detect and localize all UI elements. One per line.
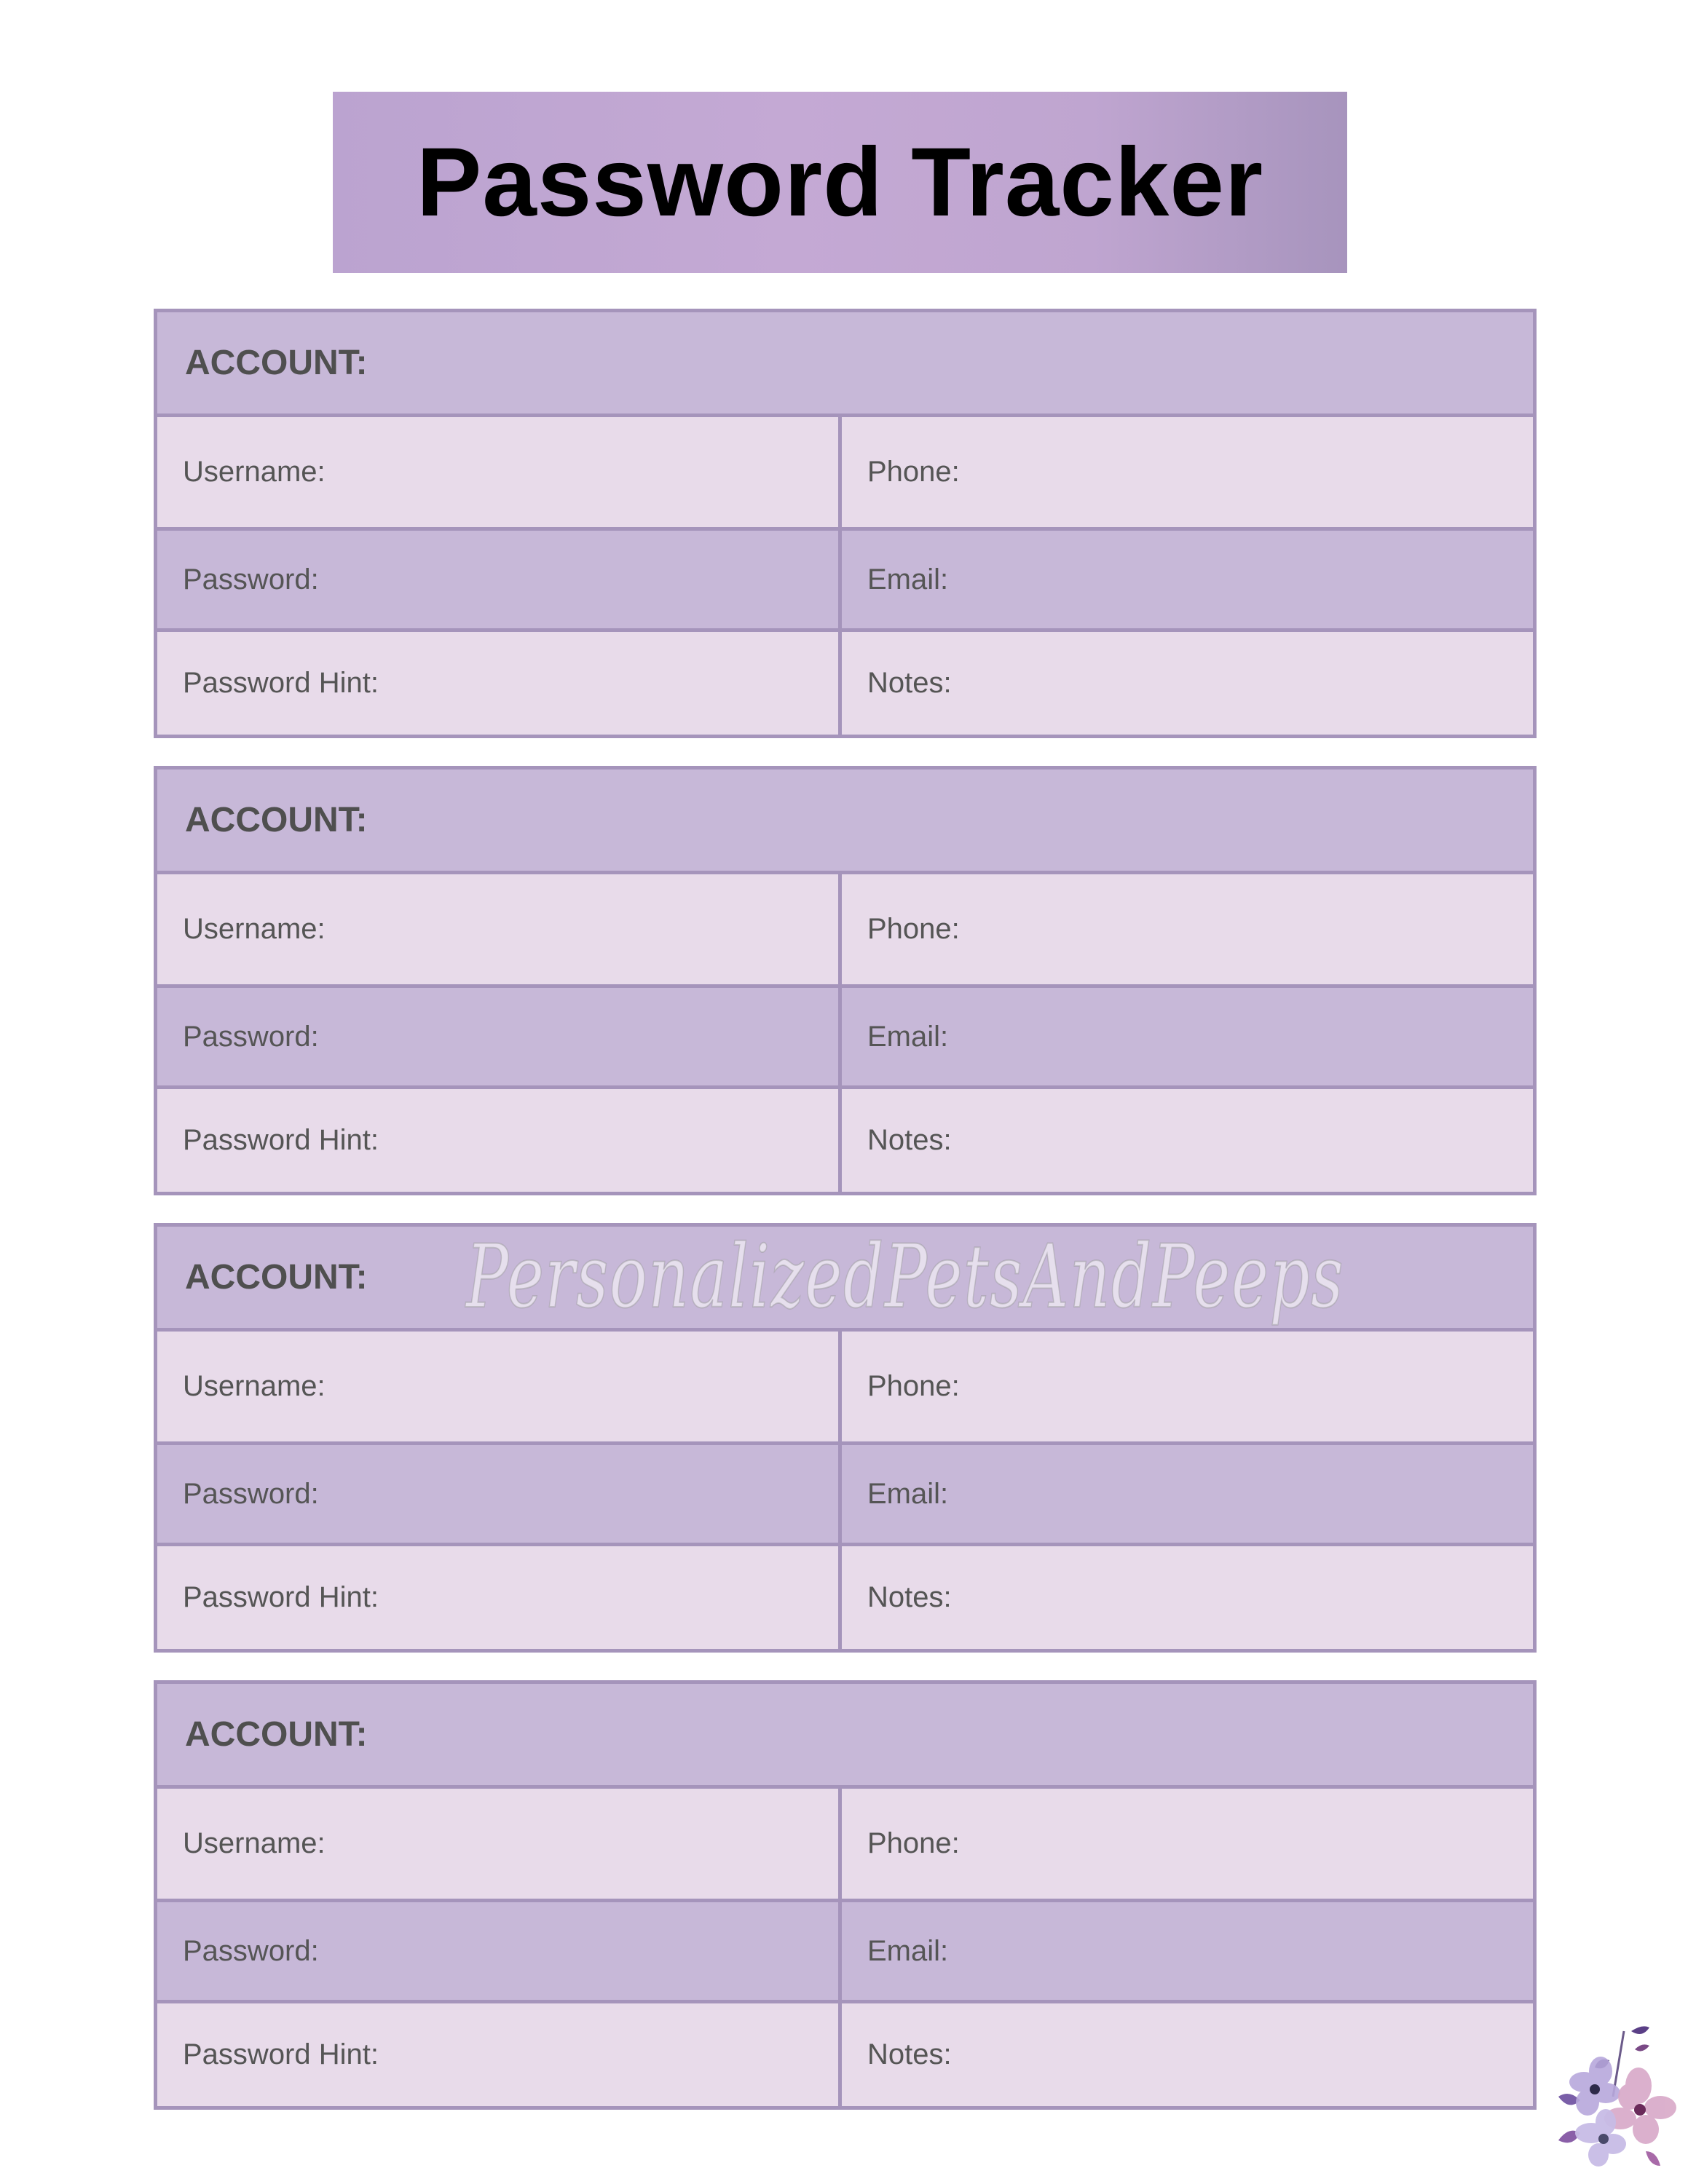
notes-label: Notes: <box>867 667 952 699</box>
account-label: ACCOUNT: <box>185 1258 368 1297</box>
account-label: ACCOUNT: <box>185 1715 368 1754</box>
watermark: PersonalizedPetsAndPeeps <box>466 1227 1344 1328</box>
account-header[interactable] <box>157 1684 1533 1789</box>
phone-label: Phone: <box>867 456 960 488</box>
phone-label: Phone: <box>867 1827 960 1859</box>
notes-field[interactable] <box>842 1089 1533 1192</box>
email-field[interactable] <box>842 1445 1533 1543</box>
table-row <box>157 874 1533 988</box>
password-label: Password: <box>183 563 319 596</box>
password-label: Password: <box>183 1020 319 1053</box>
password-label: Password: <box>183 1934 319 1967</box>
email-label: Email: <box>867 1477 949 1510</box>
floral-decoration-icon <box>1544 2017 1682 2177</box>
table-row <box>157 1902 1533 2003</box>
email-label: Email: <box>867 563 949 596</box>
password-hint-label: Password Hint: <box>183 2038 379 2070</box>
account-header[interactable] <box>157 1227 1533 1332</box>
notes-field[interactable] <box>842 1546 1533 1649</box>
email-field[interactable] <box>842 531 1533 628</box>
username-field[interactable] <box>157 417 842 527</box>
password-hint-label: Password Hint: <box>183 1581 379 1613</box>
table-row <box>157 531 1533 632</box>
notes-field[interactable] <box>842 2003 1533 2106</box>
notes-label: Notes: <box>867 1124 952 1156</box>
phone-label: Phone: <box>867 1370 960 1402</box>
password-field[interactable] <box>157 1445 842 1543</box>
password-hint-label: Password Hint: <box>183 667 379 699</box>
table-row <box>157 1789 1533 1902</box>
password-hint-field[interactable] <box>157 1546 842 1649</box>
account-card <box>154 309 1537 738</box>
table-row <box>157 1445 1533 1546</box>
password-label: Password: <box>183 1477 319 1510</box>
page-title: Password Tracker <box>416 128 1264 237</box>
email-label: Email: <box>867 1934 949 1967</box>
notes-field[interactable] <box>842 632 1533 735</box>
username-field[interactable] <box>157 1332 842 1441</box>
table-row <box>157 1546 1533 1649</box>
phone-field[interactable] <box>842 417 1533 527</box>
account-card <box>154 1680 1537 2110</box>
email-field[interactable] <box>842 988 1533 1085</box>
username-label: Username: <box>183 1370 326 1402</box>
phone-label: Phone: <box>867 913 960 945</box>
username-label: Username: <box>183 1827 326 1859</box>
password-hint-field[interactable] <box>157 1089 842 1192</box>
account-card <box>154 1223 1537 1653</box>
account-card <box>154 766 1537 1195</box>
table-row <box>157 632 1533 735</box>
account-header[interactable] <box>157 769 1533 874</box>
password-field[interactable] <box>157 531 842 628</box>
password-hint-label: Password Hint: <box>183 1124 379 1156</box>
table-row <box>157 2003 1533 2106</box>
table-row <box>157 1332 1533 1445</box>
email-field[interactable] <box>842 1902 1533 2000</box>
email-label: Email: <box>867 1020 949 1053</box>
phone-field[interactable] <box>842 874 1533 984</box>
password-field[interactable] <box>157 1902 842 2000</box>
table-row <box>157 988 1533 1089</box>
password-hint-field[interactable] <box>157 2003 842 2106</box>
table-row <box>157 417 1533 531</box>
account-label: ACCOUNT: <box>185 344 368 382</box>
password-field[interactable] <box>157 988 842 1085</box>
title-banner <box>333 92 1347 273</box>
password-hint-field[interactable] <box>157 632 842 735</box>
username-field[interactable] <box>157 874 842 984</box>
account-label: ACCOUNT: <box>185 801 368 839</box>
account-header[interactable] <box>157 312 1533 417</box>
phone-field[interactable] <box>842 1332 1533 1441</box>
username-label: Username: <box>183 456 326 488</box>
username-label: Username: <box>183 913 326 945</box>
table-row <box>157 1089 1533 1192</box>
notes-label: Notes: <box>867 2038 952 2070</box>
phone-field[interactable] <box>842 1789 1533 1899</box>
notes-label: Notes: <box>867 1581 952 1613</box>
username-field[interactable] <box>157 1789 842 1899</box>
